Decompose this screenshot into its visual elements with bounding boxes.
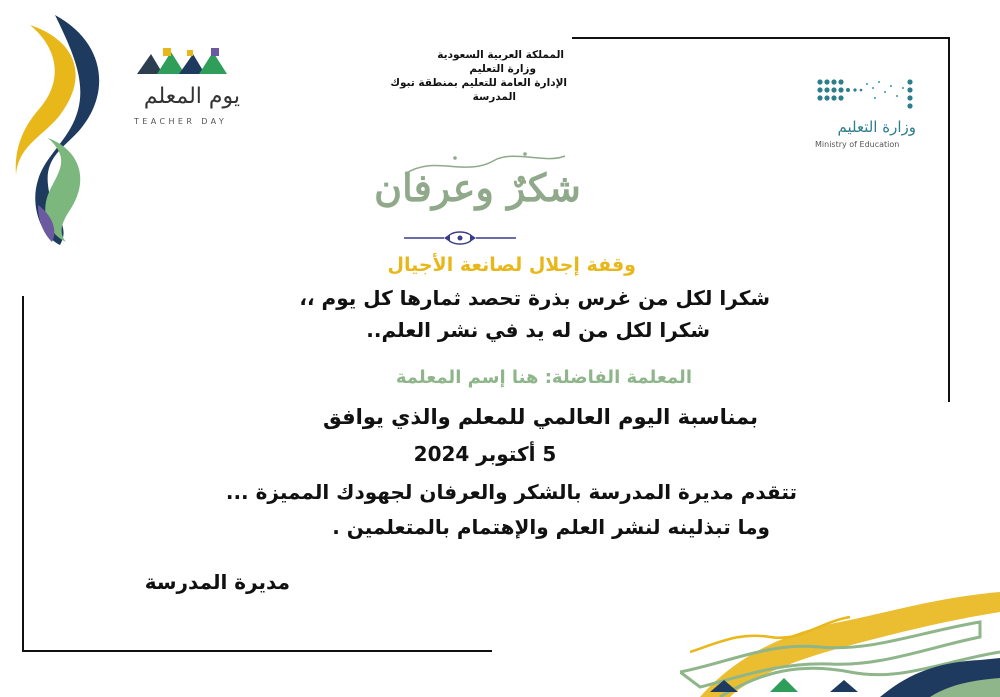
thanks-calligraphy: شكرٌ وعرفان [374,165,581,210]
ornament-divider-icon [400,230,520,246]
ministry-arabic: وزارة التعليم [837,118,916,136]
ministry-logo-icon [815,76,920,112]
frame-bottom-line [22,650,492,652]
thanks-line-1: شكرا لكل من غرس بذرة تحصد ثمارها كل يوم ،، [299,286,770,310]
ministry-english: Ministry of Education [815,140,900,149]
frame-left-line [22,296,24,652]
institution-header [330,48,570,104]
header-school: المدرسة [472,91,516,103]
occasion-line: بمناسبة اليوم العالمي للمعلم والذي يوافق [322,405,758,429]
teacher-day-arabic: يوم المعلم [143,84,240,109]
thanks-line-2: شكرا لكل من له يد في نشر العلم.. [366,318,710,342]
teacher-name-line: المعلمة الفاضلة: هنا إسم المعلمة [395,367,692,388]
frame-top-line [572,37,950,39]
header-kingdom: المملكة العربية السعودية [437,49,564,61]
appreciation-line-1: تتقدم مديرة المدرسة بالشكر والعرفان لجهودك المميزة ... [225,480,797,504]
teacher-day-emblem-icon [133,44,243,80]
appreciation-line-2: وما تبذلينه لنشر العلم والإهتمام بالمتعلمين . [332,515,770,539]
frame-right-line [948,37,950,402]
ribbon-decoration [0,10,110,245]
teacher-day-latin: TEACHER DAY [134,117,228,126]
signature-principal: مديرة المدرسة [144,570,290,594]
date-line: 5 أكتوبر 2024 [413,442,557,466]
header-ministry: وزارة التعليم [469,63,536,75]
calligraphy-flourish-icon [395,150,575,180]
header-directorate: الإدارة العامة للتعليم بمنطقة تبوك [390,77,567,89]
tribute-heading: وقفة إجلال لصانعة الأجيال [387,254,636,276]
corner-ribbon-decoration [680,592,1000,697]
